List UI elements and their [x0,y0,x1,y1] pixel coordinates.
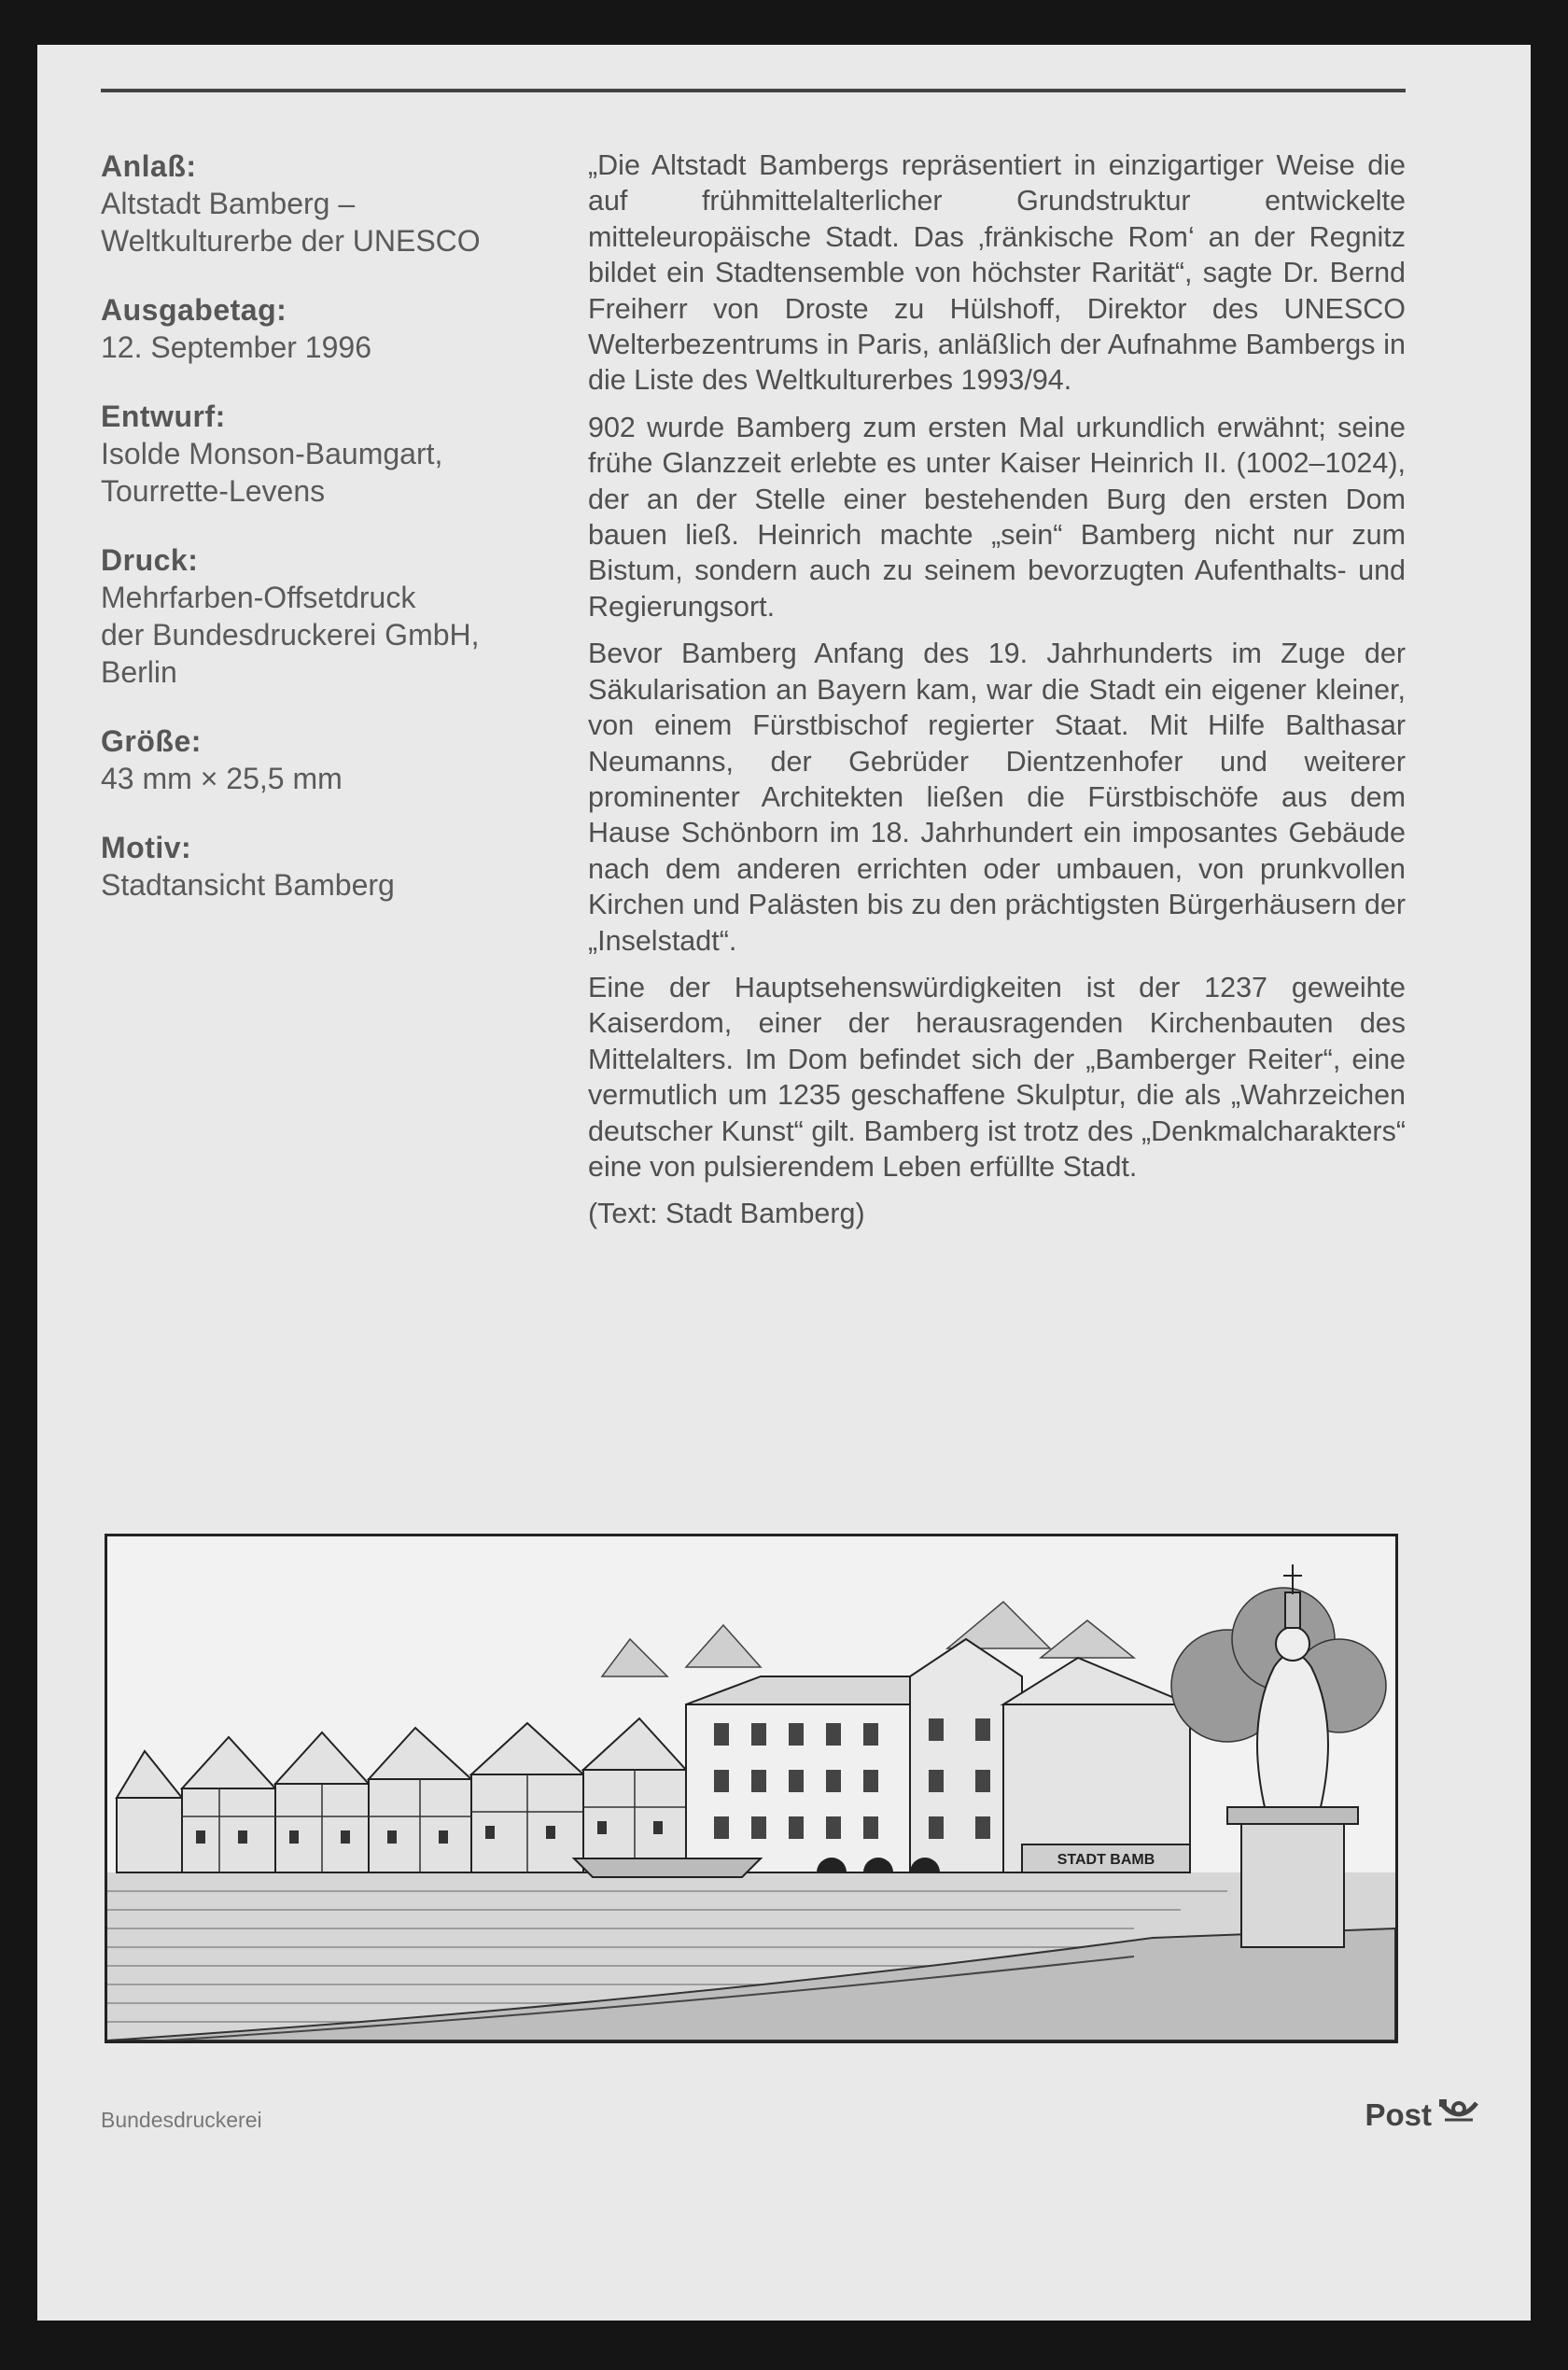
text-credit: (Text: Stadt Bamberg) [588,1198,865,1230]
meta-label: Motiv: [101,831,192,864]
meta-occasion [101,147,586,259]
bamberg-cityscape-illustration [105,1534,1398,2043]
meta-size [101,722,586,797]
body-paragraph: „Die Altstadt Bambergs repräsentiert in einzigartiger Weise die auf frühmittelalterlicher Grundstruktur entwickelte mitteleuropäische Stadt. Das ‚fränkische Rom‘ an der Regnitz bildet ein Stadtensemble von höchster Rarität“, sagte Dr. Bernd Freiherr von Droste zu Hülshoff, Direktor des UNESCO Welterbezentrums in Paris, anläßlich der Aufnahme Bambergs in die Liste des Weltkulturerbes 1993/94. [588,149,1406,397]
issue-details [101,147,586,935]
boat-sign: STADT BAMB [1057,1852,1155,1868]
printer-credit: Bundesdruckerei [101,2108,262,2132]
meta-value: Isolde Monson-Baumgart, Tourrette-Levens [101,437,443,508]
body-paragraph: Bevor Bamberg Anfang des 19. Jahrhunderts im Zuge der Säkularisation an Bayern kam, war die Stadt ein eigener kleiner, von einem Fürstbischof regierter Staat. Mit Hilfe Balthasar Neumanns, der Gebrüder Dientzenhofer und weiterer prominenter Architekten ließen die Fürstbischöfe aus dem Hause Schönborn im 18. Jahrhundert ein imposantes Gebäude nach dem anderen errichten oder umbauen, von prunkvollen Kirchen und Palästen bis zu den prächtigsten Bürgerhäusern der „Inselstadt“. [588,638,1406,957]
meta-label: Druck: [101,543,199,577]
meta-label: Anlaß: [101,149,197,183]
meta-value: Altstadt Bamberg – Weltkulturerbe der UNESCO [101,187,481,258]
post-label: Post [1365,2097,1432,2132]
meta-value: Mehrfarben-Offsetdruck der Bundesdruckerei GmbH, Berlin [101,581,480,689]
meta-design [101,398,586,510]
meta-label: Größe: [101,724,202,758]
meta-value: 43 mm × 25,5 mm [101,762,343,795]
top-rule [101,89,1406,92]
meta-value: 12. September 1996 [101,330,371,364]
body-paragraph: 902 wurde Bamberg zum ersten Mal urkundlich erwähnt; seine frühe Glanzzeit erlebte es unter Kaiser Heinrich II. (1002–1024), der an der Stelle einer bestehenden Burg den ersten Dom bauen ließ. Heinrich machte „sein“ Bamberg nicht nur zum Bistum, sondern auch zu seinem bevorzugten Aufenthalts- und Regierungsort. [588,411,1406,623]
meta-motif [101,829,586,904]
meta-label: Entwurf: [101,400,226,433]
body-text [588,147,1406,1243]
meta-printing [101,541,586,691]
body-paragraph: Eine der Hauptsehenswürdigkeiten ist der 1237 geweihte Kaiserdom, einer der herausragenden Kirchenbauten des Mittelalters. Im Dom befindet sich der „Bamberger Reiter“, eine vermutlich um 1235 geschaffene Skulptur, die als „Wahrzeichen deutscher Kunst“ gilt. Bamberg ist trotz des „Denkmalcharakters“ eine von pulsierendem Leben erfüllte Stadt. [588,971,1406,1183]
meta-label: Ausgabetag: [101,293,287,327]
posthorn-icon [1437,2097,1480,2133]
meta-value: Stadtansicht Bamberg [101,868,395,902]
post-logo [1365,2097,1480,2133]
meta-issue-date [101,291,586,366]
